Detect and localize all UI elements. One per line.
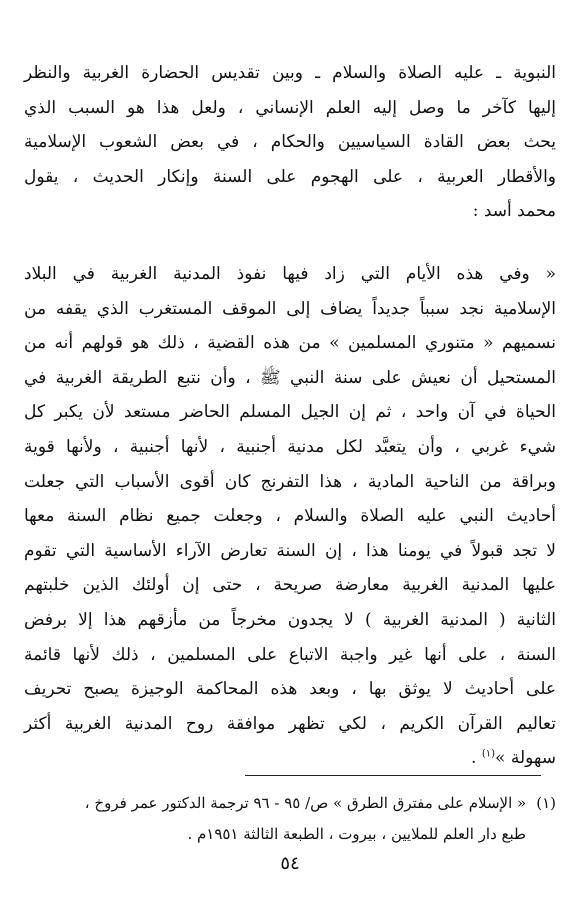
footnote-marker: (١) xyxy=(536,794,556,812)
paragraph-2-quote xyxy=(24,257,556,776)
body-text xyxy=(24,56,556,776)
text-line: الحياة في آن واحد ، ثم إن الجيل المسلم الحاضر مستعد لأن يكبر كل xyxy=(24,402,556,423)
footnotes xyxy=(24,788,556,850)
text-line: عليها المدنية الغربية معارضة صريحة ، حتى إن أولئك الذين خلبتهم xyxy=(24,575,556,596)
text-line: الثانية ( المدنية الغربية ) لا يجدون مخرجاً من مأزقهم هذا إلا برفض xyxy=(24,609,556,630)
text-line: يحث بعض القادة السياسيين والحكام ، في بعض الشعوب الإسلامية xyxy=(24,132,556,153)
text-line-last: سهولة »$^{(١)}$ . xyxy=(471,748,556,769)
paragraph-1 xyxy=(24,56,556,229)
text-line: وبراقة من الناحية المادية ، هذا التفرنج كان أقوى الأسباب التي جعلت xyxy=(24,471,556,492)
paragraph-gap xyxy=(24,229,556,257)
text-line: نسميهم « متنوري المسلمين » من هذه القضية ، ذلك هو قولهم أنه من xyxy=(24,333,556,354)
text-line: النبوية ـ عليه الصلاة والسلام ـ وبين تقديس الحضارة الغربية والنظر xyxy=(24,63,556,83)
text-line: إليها كآخر ما وصل إليه العلم الإنساني ، ولعل هذا هو السبب الذي xyxy=(24,97,556,118)
footnote-text: « الإسلام على مفترق الطرق » ص/ ٩٥ - ٩٦ ترجمة الدكتور عمر فروخ ، xyxy=(84,794,527,812)
footnote-separator xyxy=(245,775,541,776)
closing-text: سهولة » xyxy=(495,748,556,769)
text-line: تعاليم القرآن الكريم ، لكي تظهر موافقة روح المدنية الغربية أكثر xyxy=(24,713,556,734)
text-line: السنة ، على أنها غير واجبة الاتباع على المسلمين ، ذلك لأنها قائمة xyxy=(24,644,556,665)
footnote-reference: (١) xyxy=(481,748,496,760)
text-line: على أحاديث لا يوثق بها ، وبعد هذه المحاكمة الوجيزة يصبح تحريف xyxy=(24,679,556,700)
text-line: والأقطار العربية ، على الهجوم على السنة وإنكار الحديث ، يقول xyxy=(24,166,556,187)
footnote-line xyxy=(24,788,556,819)
footnote-line: طبع دار العلم للملايين ، بيروت ، الطبعة الثالثة ١٩٥١م . xyxy=(187,825,526,843)
text-line: أحاديث النبي عليه الصلاة والسلام ، وجعلت جميع نظام السنة معها xyxy=(24,506,556,527)
text-line: محمد أسد : xyxy=(472,201,556,222)
text-line: المستحيل أن نعيش على سنة النبي ﷺ ، وأن نتبع الطريقة الغربية في xyxy=(24,367,556,388)
text-line: « وفي هذه الأيام التي زاد فيها نفوذ المدنية الغربية في البلاد xyxy=(24,263,556,284)
page-number: ٥٤ xyxy=(280,853,300,874)
text-line: الإسلامية نجد سبباً جديداً يضاف إلى الموقف المستغرب الذي يقفه من xyxy=(24,298,556,319)
text-line: لا تجد قبولاً في يومنا هذا ، إن السنة تعارض الآراء الأساسية التي تقوم xyxy=(24,540,556,561)
text-line: شيء غربي ، وأن يتعبَّد لكل مدنية أجنبية ، لأنها أجنبية ، ولأنها قوية xyxy=(24,436,556,457)
